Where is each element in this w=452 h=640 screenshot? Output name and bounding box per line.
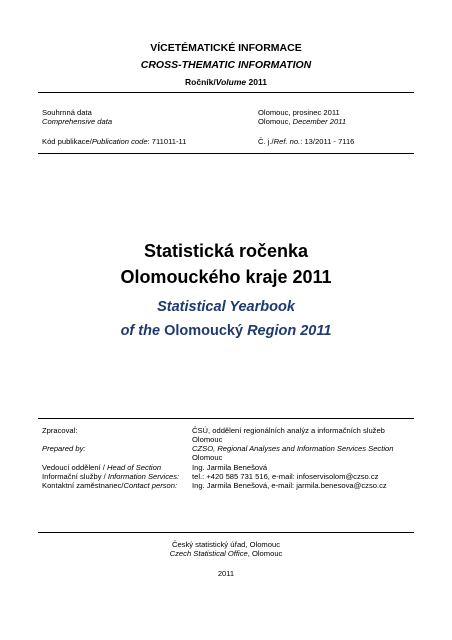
footer-office-cz: Český statistický úřad, Olomouc bbox=[171, 540, 281, 549]
ref-value: : 13/2011 - 7116 bbox=[300, 137, 355, 146]
pubcode-cz: Kód publikace/ bbox=[42, 137, 92, 146]
data-type-cz: Souhrnná data bbox=[42, 108, 92, 117]
publication-code bbox=[42, 137, 186, 146]
prepared-value-en-1: CZSO, Regional Analyses and Information Services Section bbox=[192, 444, 394, 453]
title-line1: Statistická ročenka bbox=[143, 241, 309, 261]
title-line2: Olomouckého kraje 2011 bbox=[120, 267, 332, 287]
info-label-cz: Informační služby / bbox=[42, 472, 108, 481]
footer-office-en bbox=[0, 549, 452, 559]
data-type-en: Comprehensive data bbox=[42, 117, 113, 126]
head-label-cz: Vedoucí oddělení / bbox=[42, 463, 108, 472]
contact-value: Ing. Jarmila Benešová, e-mail: jarmila.benesova@czso.cz bbox=[192, 481, 387, 490]
title-en-region-name: Olomoucký bbox=[164, 323, 244, 339]
ref-cz: Č. j./ bbox=[258, 137, 274, 146]
prepared-value-en-2: Olomouc bbox=[192, 453, 223, 462]
volume-year: 2011 bbox=[246, 77, 267, 87]
footer-office-en-name: Czech Statistical Office bbox=[169, 549, 248, 558]
contact-label bbox=[42, 481, 177, 490]
head-label bbox=[42, 463, 161, 472]
ref-en: Ref. no. bbox=[273, 137, 301, 146]
place-date-cz: Olomouc, prosinec 2011 bbox=[258, 108, 340, 117]
date-en: December 2011 bbox=[292, 117, 347, 126]
pubcode-value: : 711011-11 bbox=[147, 137, 187, 146]
prepared-label-cz: Zpracoval: bbox=[42, 426, 78, 435]
title-en-line1 bbox=[0, 299, 452, 315]
info-label bbox=[42, 472, 179, 481]
header-volume bbox=[0, 77, 452, 87]
volume-cz: Ročník/ bbox=[185, 77, 216, 87]
prepared-label-en: Prepared by: bbox=[42, 444, 86, 453]
pubcode-en: Publication code bbox=[91, 137, 148, 146]
place-date-en bbox=[258, 117, 346, 126]
footer-rule bbox=[38, 532, 414, 533]
head-value: Ing. Jarmila Benešová bbox=[192, 463, 268, 472]
volume-en: Volume bbox=[215, 77, 247, 87]
credits-rule bbox=[38, 418, 414, 419]
footer-year: 2011 bbox=[217, 569, 235, 578]
reference-number bbox=[258, 137, 354, 146]
info-value: tel.: +420 585 731 516, e-mail: infoservisolom@czso.cz bbox=[192, 472, 379, 481]
title-en-text2a: of the bbox=[120, 323, 165, 339]
header-title-en: CROSS-THEMATIC INFORMATION bbox=[140, 59, 312, 71]
footer-office-en-city: , Olomouc bbox=[247, 549, 283, 558]
title-en-line2 bbox=[0, 323, 452, 339]
title-en-text1: Statistical Yearbook bbox=[157, 299, 295, 315]
header-rule bbox=[38, 92, 414, 93]
header-title-cz: VÍCETÉMATICKÉ INFORMACE bbox=[150, 42, 302, 54]
prepared-value-cz-1: ČSÚ, oddělení regionálních analýz a informačních služeb bbox=[192, 426, 385, 435]
meta-rule bbox=[38, 153, 414, 154]
place-en: Olomouc, bbox=[258, 117, 293, 126]
info-label-en: Information Services: bbox=[107, 472, 180, 481]
head-label-en: Head of Section bbox=[107, 463, 162, 472]
prepared-value-cz-2: Olomouc bbox=[192, 435, 223, 444]
contact-label-en: Contact person: bbox=[123, 481, 178, 490]
title-en-text2c: Region 2011 bbox=[243, 323, 332, 339]
contact-label-cz: Kontaktní zaměstnanec/ bbox=[42, 481, 124, 490]
